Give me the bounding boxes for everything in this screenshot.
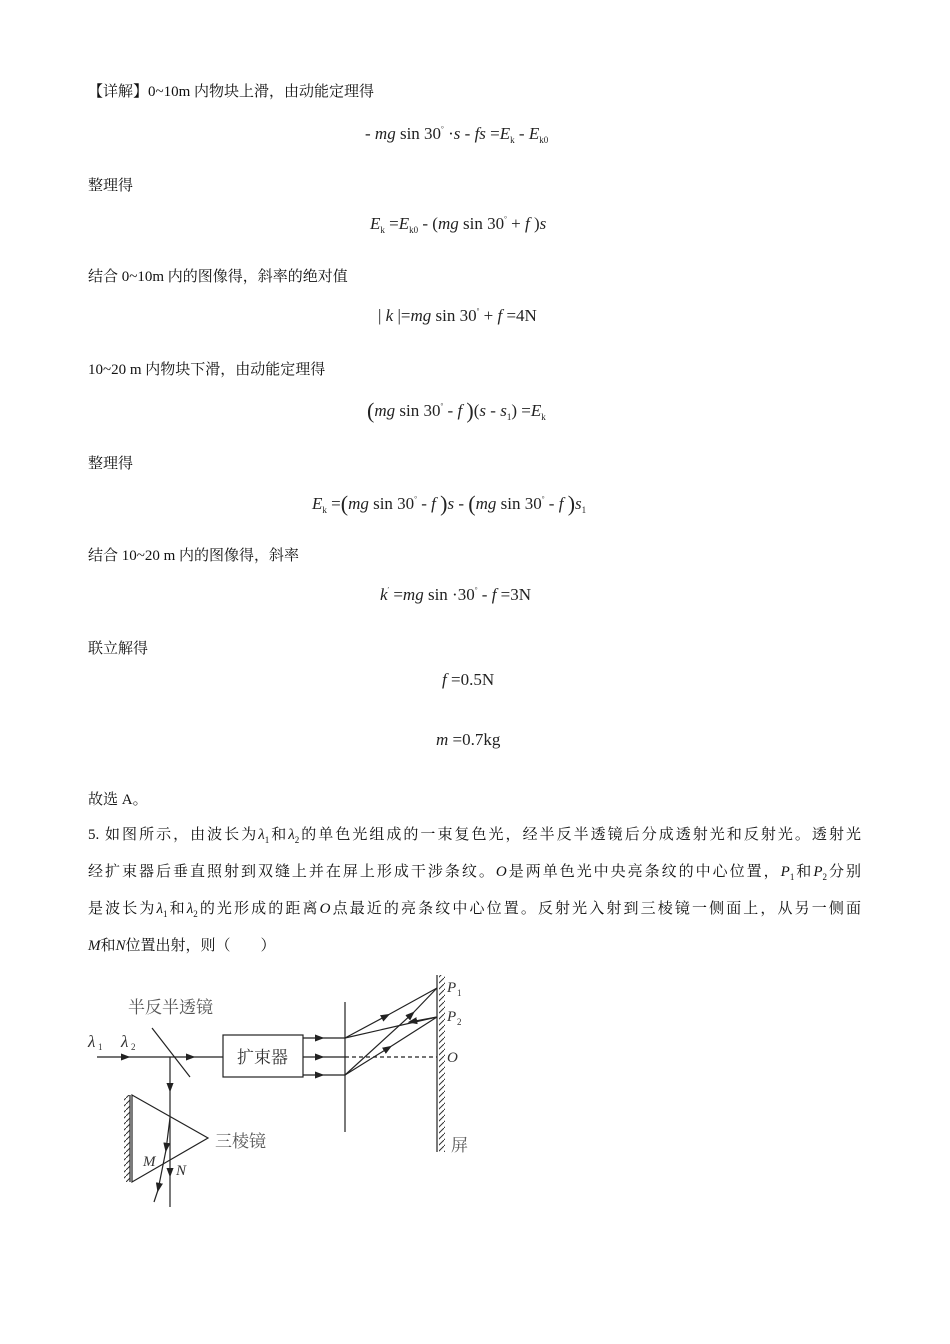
text-segment: 5. 如图所示，由波长为: [88, 827, 259, 843]
text-segment: (: [473, 401, 480, 420]
p2-label: P: [447, 1009, 457, 1025]
text-segment: ′: [387, 586, 390, 594]
text-segment: -: [365, 124, 375, 143]
text-segment: 2: [294, 835, 300, 845]
equation-5: [312, 488, 586, 521]
screen-hatch: [439, 975, 445, 1152]
prism-wall-hatch: [124, 1095, 130, 1182]
text-segment: 和: [269, 827, 289, 843]
equation-7: [442, 669, 494, 691]
text-segment: s: [479, 401, 487, 420]
text-segment: s: [453, 124, 461, 143]
text-segment: k0: [539, 135, 549, 145]
text-segment: ) =: [511, 401, 531, 420]
text-segment: mg: [374, 124, 396, 143]
equation-8: [436, 729, 500, 751]
equation-1: [365, 118, 548, 151]
text-segment: E: [370, 214, 381, 233]
half-mirror: [152, 1028, 190, 1077]
text-segment: s: [539, 214, 547, 233]
text-segment: =4N: [502, 306, 537, 325]
text-segment: |: [378, 306, 386, 325]
text-segment: 1: [264, 835, 270, 845]
text-segment: 联立解得: [88, 641, 149, 657]
text-segment: k: [510, 135, 515, 145]
text-segment: s: [447, 494, 455, 513]
text-segment: =: [326, 494, 341, 513]
text-segment: -: [460, 124, 475, 143]
equation-3: [378, 300, 537, 327]
text-segment: -: [514, 124, 529, 143]
text-segment: -: [486, 401, 501, 420]
text-slope-abs: [88, 267, 348, 287]
text-segment: ): [529, 214, 540, 233]
beam-expander-box: [223, 1035, 303, 1077]
text-segment: f: [457, 401, 463, 420]
text-slope: [88, 546, 299, 566]
text-segment: =: [389, 585, 403, 604]
text-segment: 和: [100, 938, 116, 954]
text-segment: k: [322, 505, 327, 515]
text-segment: +: [506, 214, 525, 233]
solution-intro: [88, 82, 374, 102]
text-solve: [88, 639, 148, 659]
text-segment: 【详解】0~10m 内物块上滑，由动能定理得: [88, 84, 375, 100]
text-segment: (: [468, 491, 476, 516]
text-segment: 1: [506, 412, 512, 422]
text-segment: °: [474, 586, 478, 594]
text-segment: sin 30: [395, 401, 441, 420]
text-segment: ): [440, 491, 448, 516]
text-segment: 1: [581, 505, 587, 515]
text-slide-down: [88, 360, 325, 380]
text-segment: sin ·30: [423, 585, 475, 604]
text-segment: °: [440, 402, 444, 410]
text-segment: °: [504, 215, 507, 223]
text-segment: sin 30: [431, 306, 477, 325]
text-segment: k0: [409, 225, 419, 235]
screen-label: 屏: [451, 1136, 468, 1155]
text-segment: mg: [374, 401, 396, 420]
text-segment: (: [367, 398, 375, 423]
p1-sub: 1: [457, 988, 462, 998]
equation-6: [380, 579, 531, 606]
equation-4: [367, 395, 546, 428]
text-segment: f: [558, 494, 564, 513]
mirror-label: 半反半透镜: [128, 998, 213, 1017]
text-segment: k: [385, 306, 394, 325]
prism: [132, 1095, 208, 1182]
text-segment: 故选 A。: [88, 792, 148, 808]
text-segment: 和: [167, 901, 187, 917]
text-segment: E: [398, 214, 410, 233]
text-segment: P: [780, 864, 790, 880]
text-rearrange-1: [88, 176, 133, 196]
text-segment: =: [384, 214, 399, 233]
text-segment: 的光形成的距离: [197, 901, 320, 917]
text-segment: -: [544, 494, 559, 513]
text-segment: 点最近的亮条纹中心位置。反射光入射到三棱镜一侧面上，从另一侧面: [330, 901, 861, 917]
text-segment: k: [541, 412, 546, 422]
equation-2: [370, 208, 546, 241]
text-segment: E: [499, 124, 511, 143]
text-segment: =3N: [496, 585, 532, 604]
lambda2-sub: 2: [131, 1042, 136, 1052]
text-segment: 分别: [826, 864, 861, 880]
text-segment: f: [431, 494, 436, 513]
text-segment: λ: [156, 901, 163, 917]
text-segment: O: [319, 901, 331, 917]
o-label: O: [447, 1050, 458, 1066]
text-segment: -: [443, 401, 458, 420]
text-segment: |=: [393, 306, 411, 325]
text-segment: °: [541, 495, 545, 503]
text-segment: P: [813, 864, 823, 880]
text-segment: 经扩束器后垂直照射到双缝上并在屏上形成干涉条纹。: [88, 864, 496, 880]
text-segment: 1: [789, 872, 795, 882]
question-line-1: [88, 825, 861, 850]
text-segment: f: [524, 214, 530, 233]
text-segment: 是波长为: [88, 901, 157, 917]
text-segment: k: [380, 225, 385, 235]
text-segment: M: [88, 938, 101, 954]
text-segment: f: [491, 585, 497, 604]
p2-sub: 2: [457, 1017, 462, 1027]
text-segment: mg: [410, 306, 432, 325]
text-segment: 1: [162, 909, 168, 919]
text-segment: 和: [794, 864, 814, 880]
text-segment: 位置出射，则（ ）: [125, 938, 276, 954]
text-segment: ·: [443, 124, 454, 143]
text-segment: λ: [186, 901, 194, 917]
text-segment: f: [442, 670, 447, 689]
text-segment: -: [477, 585, 492, 604]
text-segment: λ: [288, 827, 295, 843]
text-segment: 是两单色光中央亮条纹的中心位置，: [506, 864, 781, 880]
text-segment: =0.5N: [446, 670, 495, 689]
text-segment: 2: [822, 872, 827, 882]
question-line-4: [88, 936, 276, 956]
question-line-3: [88, 899, 861, 924]
text-segment: 结合 10~20 m 内的图像得，斜率: [88, 548, 300, 564]
reflected-beam: [154, 1057, 170, 1207]
text-segment: mg: [348, 494, 369, 513]
text-segment: m: [436, 730, 449, 749]
text-segment: 结合 0~10m 内的图像得，斜率的绝对值: [88, 269, 348, 285]
text-segment: - (: [418, 214, 438, 233]
text-segment: 整理得: [88, 456, 134, 472]
point-m-label: M: [143, 1154, 156, 1170]
lambda1-label: λ: [88, 1032, 96, 1051]
text-segment: =: [485, 124, 500, 143]
text-rearrange-2: [88, 454, 133, 474]
text-segment: 2: [193, 909, 198, 919]
text-segment: sin 30: [458, 214, 505, 233]
question-line-2: [88, 862, 861, 887]
text-segment: mg: [475, 494, 497, 513]
text-segment: (: [340, 491, 349, 516]
text-segment: -: [454, 494, 469, 513]
text-segment: °: [441, 125, 444, 133]
text-segment: +: [479, 306, 498, 325]
text-segment: E: [312, 494, 323, 513]
text-segment: °: [476, 307, 480, 315]
text-segment: -: [417, 494, 432, 513]
text-segment: ): [567, 491, 576, 516]
lambda1-sub: 1: [98, 1042, 103, 1052]
interference-rays: [345, 988, 437, 1075]
text-segment: E: [528, 124, 540, 143]
text-segment: ): [466, 398, 474, 423]
text-segment: k: [380, 585, 388, 604]
text-segment: f: [497, 306, 503, 325]
text-segment: mg: [402, 585, 424, 604]
point-n-label: N: [176, 1163, 187, 1179]
text-segment: =0.7kg: [448, 730, 501, 749]
text-segment: mg: [437, 214, 459, 233]
text-segment: 整理得: [88, 178, 134, 194]
text-segment: sin 30: [496, 494, 542, 513]
expander-label: 扩束器: [237, 1048, 288, 1067]
expanded-beams: [303, 1038, 345, 1075]
text-segment: fs: [474, 124, 486, 143]
text-segment: N: [115, 938, 126, 954]
text-segment: 的单色光组成的一束复色光，经半反半透镜后分成透射光和反射光。透射光: [299, 827, 861, 843]
prism-label: 三棱镜: [215, 1132, 266, 1151]
text-segment: °: [414, 495, 417, 503]
lambda2-label: λ: [121, 1032, 129, 1051]
text-answer: [88, 790, 148, 810]
text-segment: sin 30: [368, 494, 415, 513]
text-segment: sin 30: [395, 124, 442, 143]
text-segment: λ: [258, 827, 265, 843]
text-segment: E: [530, 401, 542, 420]
text-segment: 10~20 m 内物块下滑，由动能定理得: [88, 362, 326, 378]
text-segment: s: [500, 401, 507, 420]
text-segment: O: [495, 864, 507, 880]
p1-label: P: [447, 980, 457, 996]
text-segment: s: [575, 494, 582, 513]
